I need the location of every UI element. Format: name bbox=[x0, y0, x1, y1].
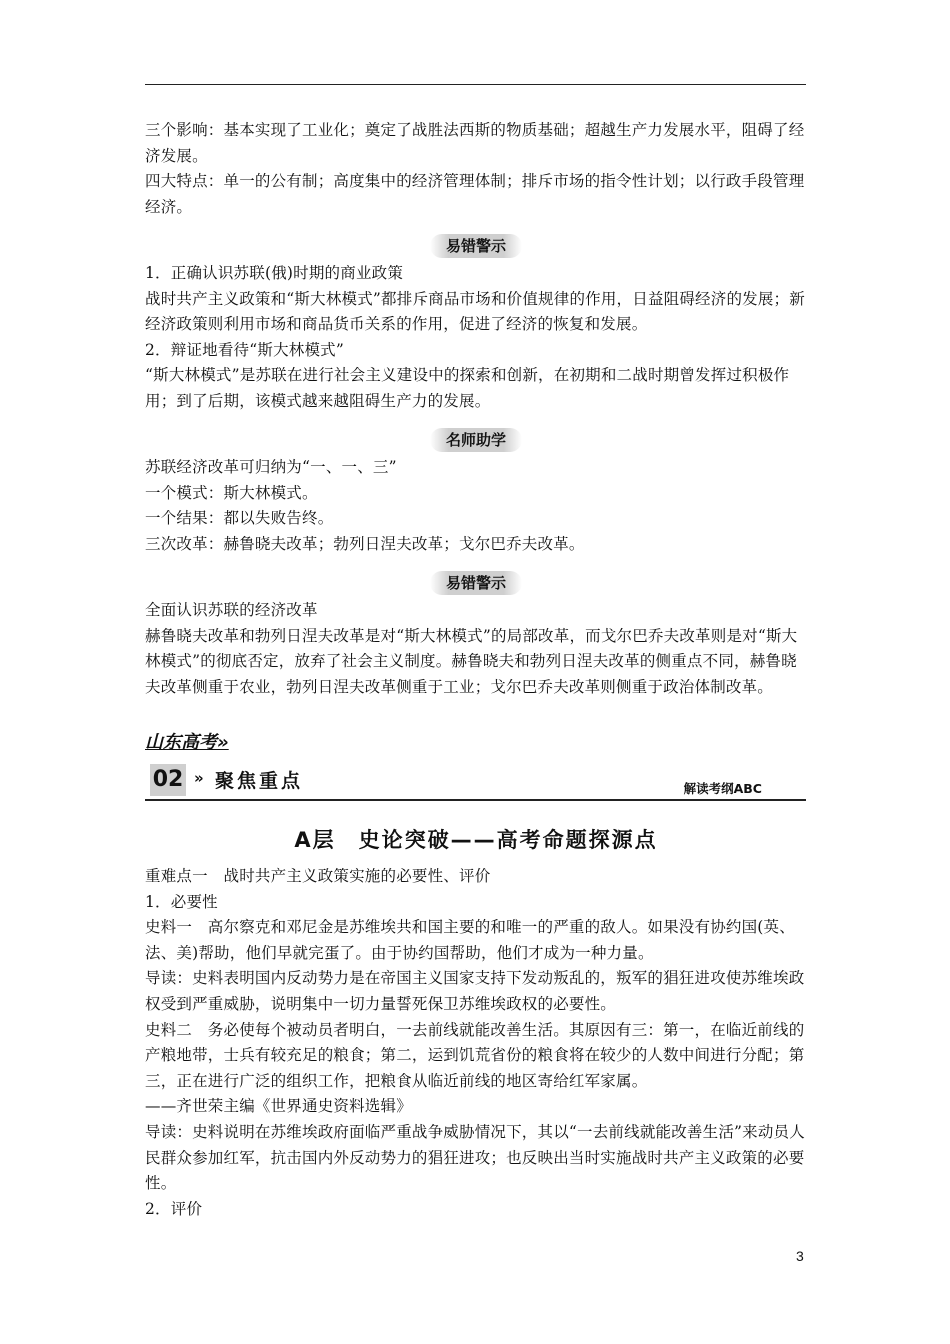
box-title-badge: 名师助学 bbox=[430, 428, 522, 452]
tip-box-common-mistakes-2 bbox=[145, 565, 807, 700]
paragraph: 苏联经济改革可归纳为“一、一、三” bbox=[145, 458, 397, 476]
section-influences bbox=[145, 118, 807, 220]
paragraph: 全面认识苏联的经济改革 bbox=[145, 601, 318, 619]
chevron-icon: » bbox=[194, 769, 204, 787]
paragraph: 一个结果：都以失败告终。 bbox=[145, 509, 334, 528]
paragraph: 2．辩证地看待“斯大林模式” bbox=[145, 340, 345, 359]
banner-title: 聚焦重点 bbox=[215, 770, 304, 792]
paragraph: 三次改革：赫鲁晓夫改革；勃列日涅夫改革；戈尔巴乔夫改革。 bbox=[145, 534, 585, 553]
paragraph: 导读：史料表明国内反动势力是在帝国主义国家支持下发动叛乱的，叛军的猖狂进攻使苏维埃政权受到严重威胁，说明集中一切力量誓死保卫苏维埃政权的必要性。 bbox=[145, 969, 805, 1013]
paragraph: 赫鲁晓夫改革和勃列日涅夫改革是对“斯大林模式”的局部改革，而戈尔巴乔夫改革则是对“斯大林模式”的彻底否定，放弃了社会主义制度。赫鲁晓夫和勃列日涅夫改革的侧重点不同，赫鲁晓夫改革侧重于农业，勃列日涅夫改革侧重于工业；戈尔巴乔夫改革则侧重于政治体制改革。 bbox=[145, 626, 798, 696]
paragraph: 史料二 务必使每个被动员者明白，一去前线就能改善生活。其原因有三：第一，在临近前线的产粮地带，士兵有较充足的粮食；第二，运到饥荒省份的粮食将在较少的人数中间进行分配；第三，正在进行广泛的组织工作，把粮食从临近前线的地区寄给红军家属。 bbox=[145, 1020, 805, 1090]
box-title-badge: 易错警示 bbox=[430, 571, 522, 595]
paragraph: 导读：史料说明在苏维埃政府面临严重战争威胁情况下，其以“一去前线就能改善生活”来动员人民群众参加红军，抗击国内外反动势力的猖狂进攻；也反映出当时实施战时共产主义政策的必要性。 bbox=[145, 1122, 805, 1193]
tip-box-common-mistakes bbox=[145, 228, 807, 415]
paragraph: 史料一 高尔察克和邓尼金是苏维埃共和国主要的和唯一的严重的敌人。如果没有协约国(英、法、美)帮助，他们早就完蛋了。由于协约国帮助，他们才成为一种力量。 bbox=[145, 918, 795, 962]
main-heading: A层 史论突破——高考命题探源点 bbox=[294, 828, 658, 852]
shandong-exam-label: 山东高考» bbox=[145, 732, 229, 753]
paragraph: 四大特点：单一的公有制；高度集中的经济管理体制；排斥市场的指令性计划；以行政手段管理经济。 bbox=[145, 172, 805, 216]
tip-box-teacher-help bbox=[145, 422, 807, 557]
body-text bbox=[145, 864, 807, 1222]
section-banner bbox=[145, 761, 806, 801]
paragraph: 战时共产主义政策和“斯大林模式”都排斥商品市场和价值规律的作用，日益阻碍经济的发展；新经济政策则利用市场和商品货币关系的作用，促进了经济的恢复和发展。 bbox=[145, 289, 805, 334]
page-number: 3 bbox=[796, 1248, 804, 1264]
paragraph: 重难点一 战时共产主义政策实施的必要性、评价 bbox=[145, 867, 491, 885]
paragraph: 三个影响：基本实现了工业化；奠定了战胜法西斯的物质基础；超越生产力发展水平，阻碍了经济发展。 bbox=[145, 121, 805, 165]
paragraph: 1．正确认识苏联(俄)时期的商业政策 bbox=[145, 264, 404, 282]
banner-subtitle: 解读考纲ABC bbox=[683, 781, 762, 796]
header-rule bbox=[145, 84, 806, 85]
paragraph: “斯大林模式”是苏联在进行社会主义建设中的探索和创新，在初期和二战时期曾发挥过积极作用；到了后期，该模式越来越阻碍生产力的发展。 bbox=[145, 366, 790, 410]
box-title-badge: 易错警示 bbox=[430, 234, 522, 258]
paragraph: 1．必要性 bbox=[145, 892, 218, 911]
section-number: 02 bbox=[150, 764, 186, 796]
paragraph: 一个模式：斯大林模式。 bbox=[145, 483, 318, 502]
paragraph: ——齐世荣主编《世界通史资料选辑》 bbox=[145, 1097, 412, 1116]
banner-rule bbox=[145, 799, 806, 801]
paragraph: 2．评价 bbox=[145, 1199, 203, 1218]
